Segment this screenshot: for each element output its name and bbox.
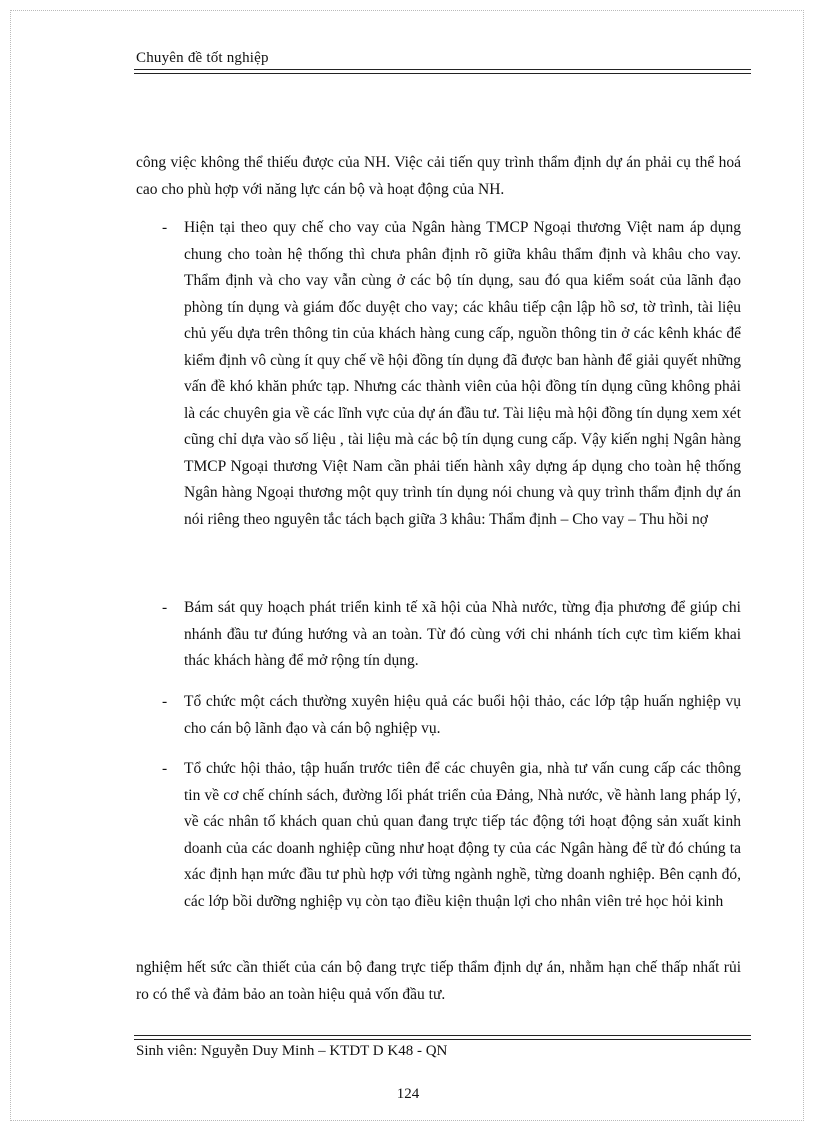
header-title: Chuyên đề tốt nghiệp xyxy=(136,50,269,66)
bullet-item xyxy=(136,215,741,533)
bullet-item xyxy=(136,689,741,742)
bullet-text: Bám sát quy hoạch phát triển kinh tế xã hội của Nhà nước, từng địa phương để giúp chi nhánh đầu tư đúng hướng và an toàn. Từ đó cùng với chi nhánh tích cực tìm kiếm khai thác khách hàng để mở rộng tín dụng. xyxy=(184,599,741,669)
page-number: 124 xyxy=(396,1086,420,1102)
bullet-marker: - xyxy=(162,599,168,616)
bullet-marker: - xyxy=(162,693,168,710)
bullet-text: Tổ chức hội thảo, tập huấn trước tiên để các chuyên gia, nhà tư vấn cung cấp các thông tin về cơ chế chính sách, đường lối phát triển của Đảng, Nhà nước, về hành lang pháp lý, về các nhân tố khách quan chủ quan đang trực tiếp tác động tới hoạt động sản xuất kinh doanh của các doanh nghiệp cũng như hoạt động ty của các Ngân hàng để từ đó chúng ta xác định hạn mức đầu tư phù hợp với từng ngành nghề, từng doanh nghiệp. Bên cạnh đó, các lớp bồi dưỡng nghiệp vụ còn tạo điều kiện thuận lợi cho nhân viên trẻ học hỏi kinh xyxy=(184,760,741,910)
outro-paragraph: nghiệm hết sức cần thiết của cán bộ đang trực tiếp thẩm định dự án, nhằm hạn chế thấp nhất rủi ro có thể và đảm bảo an toàn hiệu quả vốn đầu tư. xyxy=(136,959,741,1003)
footer-author: Sinh viên: Nguyễn Duy Minh – KTDT D K48 - QN xyxy=(136,1043,448,1059)
intro-paragraph: công việc không thể thiếu được của NH. Việc cải tiến quy trình thẩm định dự án phải cụ thể hoá cao cho phù hợp với năng lực cán bộ và hoạt động của NH. xyxy=(136,154,741,198)
bullet-marker: - xyxy=(162,760,168,777)
bullet-item xyxy=(136,756,741,915)
bullet-item xyxy=(136,595,741,675)
header-rule xyxy=(134,69,751,74)
bullet-text: Tổ chức một cách thường xuyên hiệu quả các buổi hội thảo, các lớp tập huấn nghiệp vụ cho cán bộ lãnh đạo và cán bộ nghiệp vụ. xyxy=(184,693,741,737)
bullet-text: Hiện tại theo quy chế cho vay của Ngân hàng TMCP Ngoại thương Việt nam áp dụng chung cho toàn hệ thống thì chưa phân định rõ giữa khâu thẩm định và khâu cho vay. Thẩm định và cho vay vẫn cùng ở các bộ tín dụng, sau đó qua kiểm soát của lãnh đạo phòng tín dụng và giám đốc duyệt cho vay; các khâu tiếp cận lập hồ sơ, tờ trình, tài liệu chủ yếu dựa trên thông tin của khách hàng cung cấp, nguồn thông tin ở các kênh khác để kiểm định vô cùng ít quy chế về hội đồng tín dụng đã được ban hành để giải quyết những vấn đề khó khăn phức tạp. Nhưng các thành viên của hội đồng tín dụng cũng không phải là các chuyên gia về các lĩnh vực của dự án đầu tư. Tài liệu mà hội đồng tín dụng xem xét cũng chỉ dựa vào số liệu , tài liệu mà các bộ tín dụng cung cấp. Vậy kiến nghị Ngân hàng TMCP Ngoại thương Việt Nam cần phải tiến hành xây dựng áp dụng cho toàn hệ thống Ngân hàng Ngoại thương một quy trình tín dụng nói chung và quy trình thẩm định dự án nói riêng theo nguyên tắc tách bạch giữa 3 khâu: Thẩm định – Cho vay – Thu hồi nợ xyxy=(184,219,741,528)
footer-rule xyxy=(134,1035,751,1040)
bullet-marker: - xyxy=(162,219,168,236)
